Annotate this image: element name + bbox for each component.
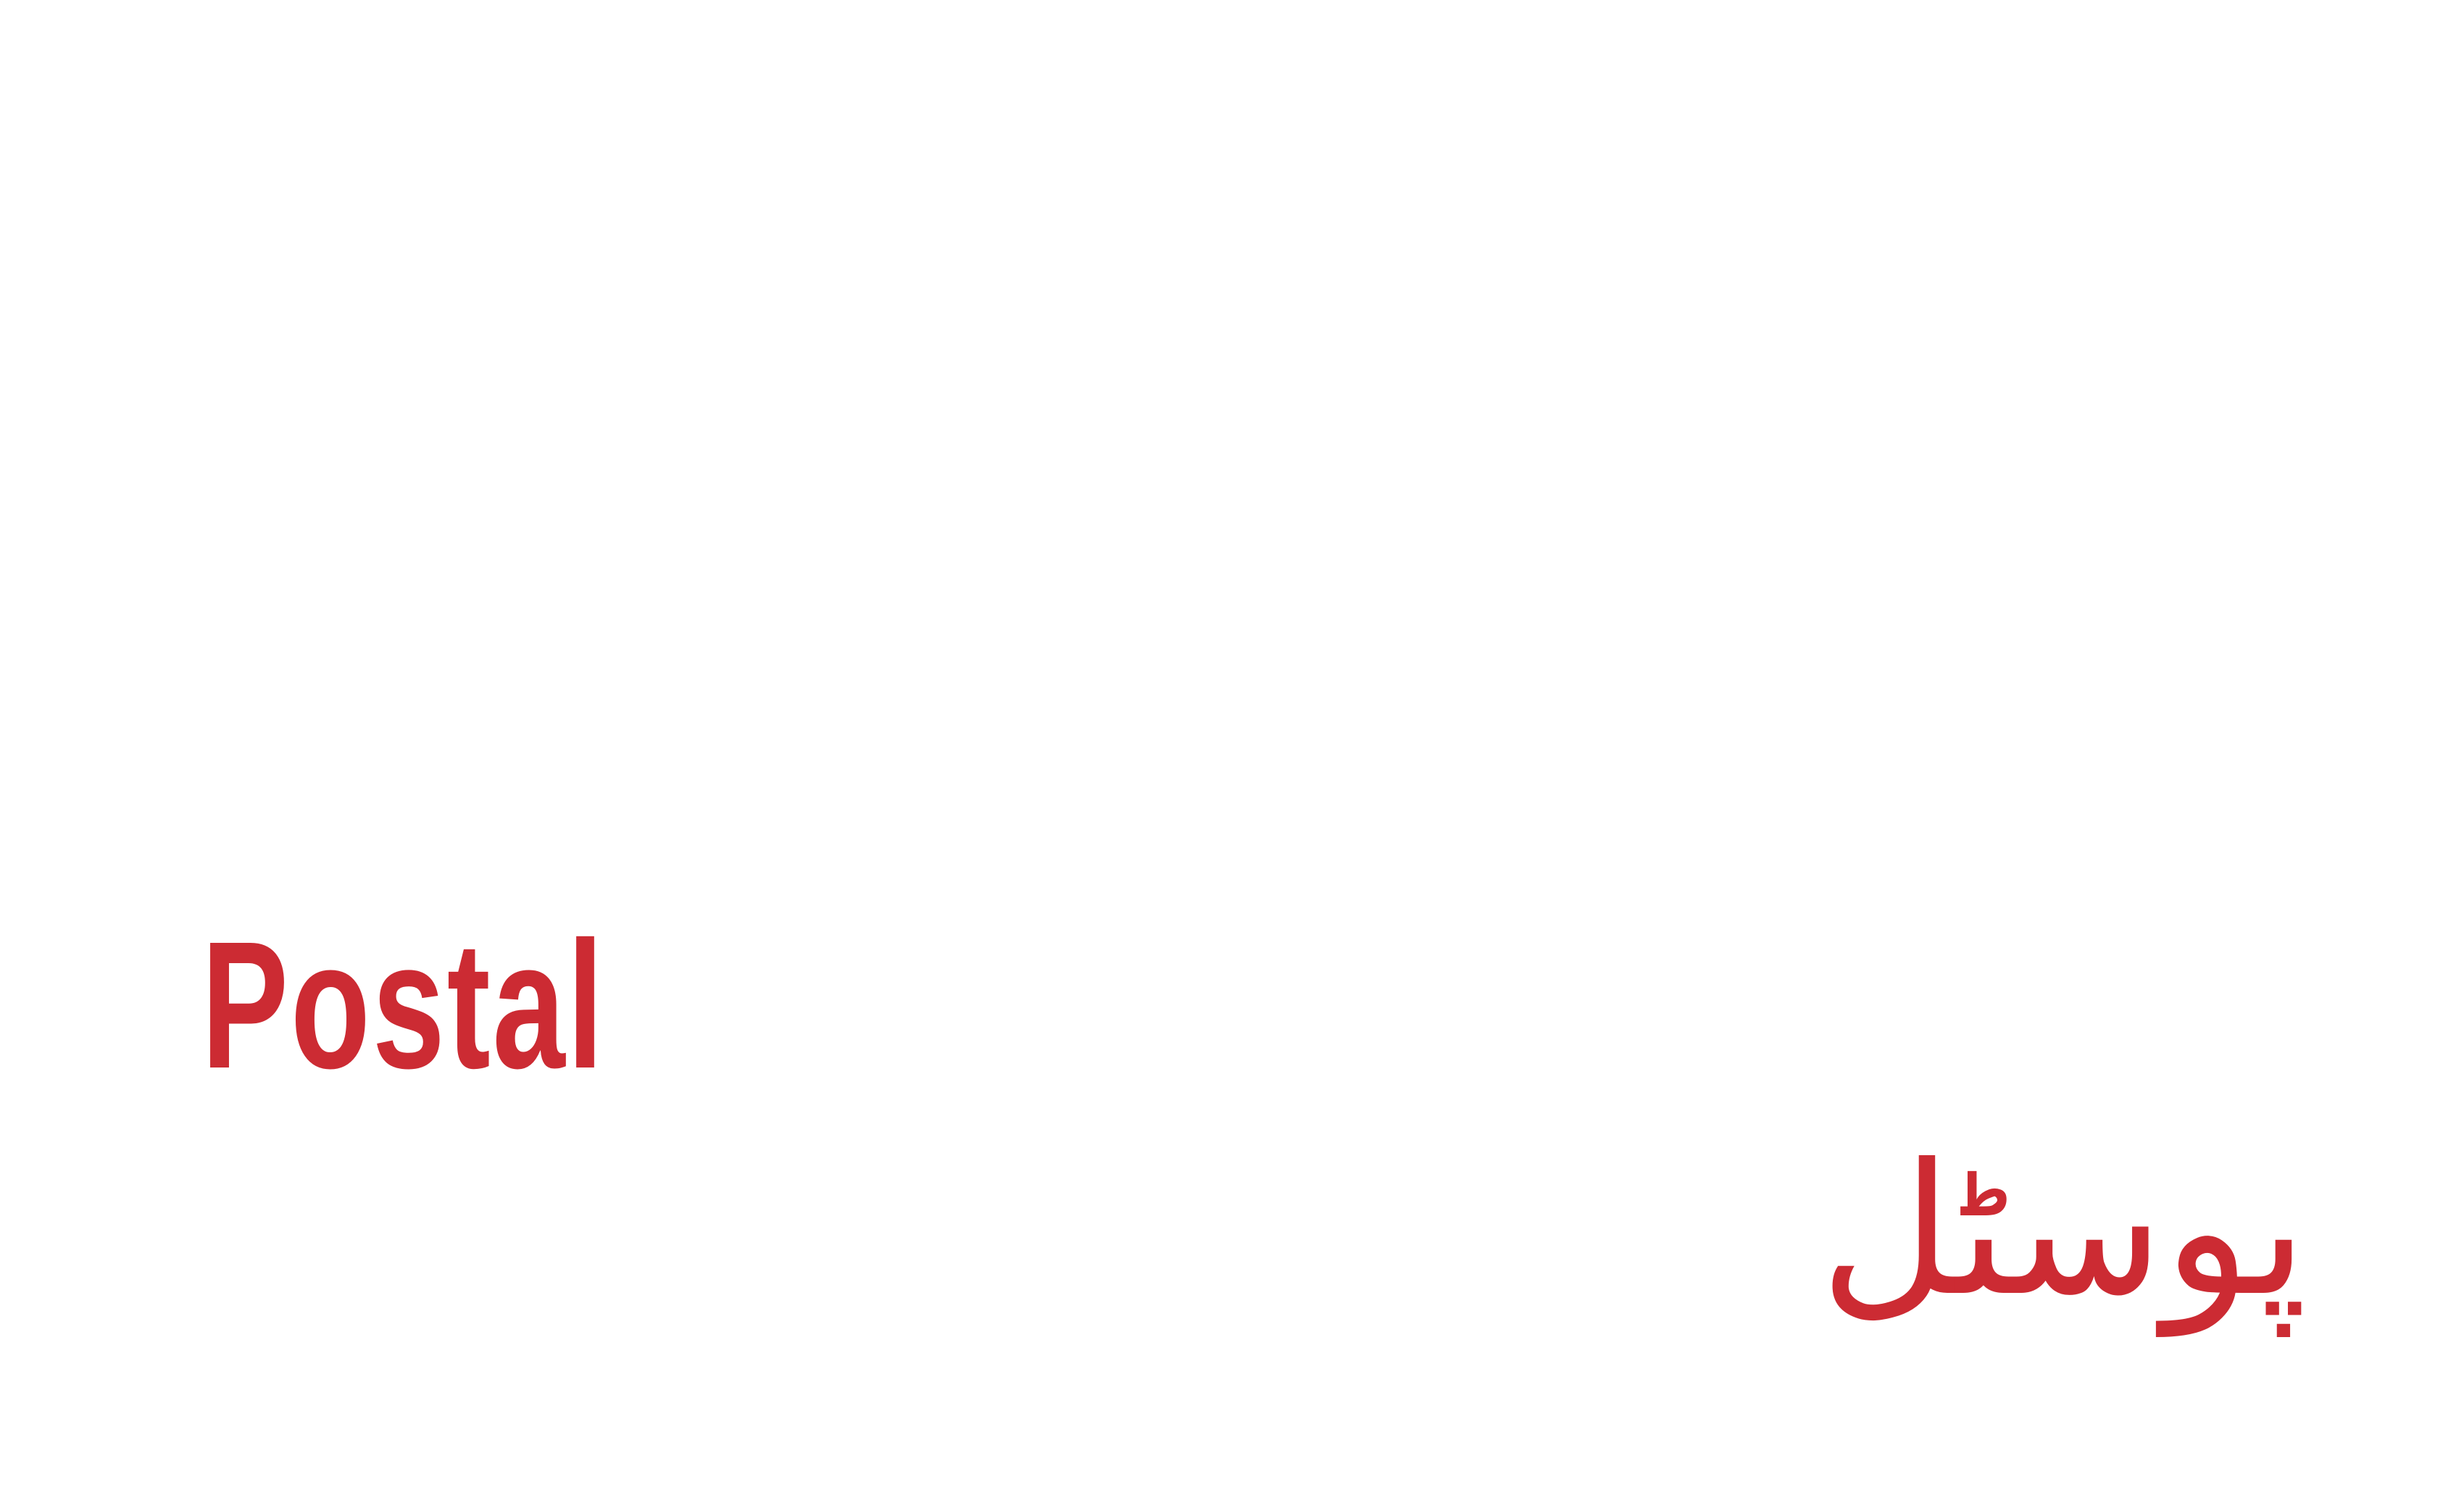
- postal-latin-title: Postal: [201, 904, 606, 1106]
- postal-urdu-title: پوسٹل: [1820, 1125, 2307, 1336]
